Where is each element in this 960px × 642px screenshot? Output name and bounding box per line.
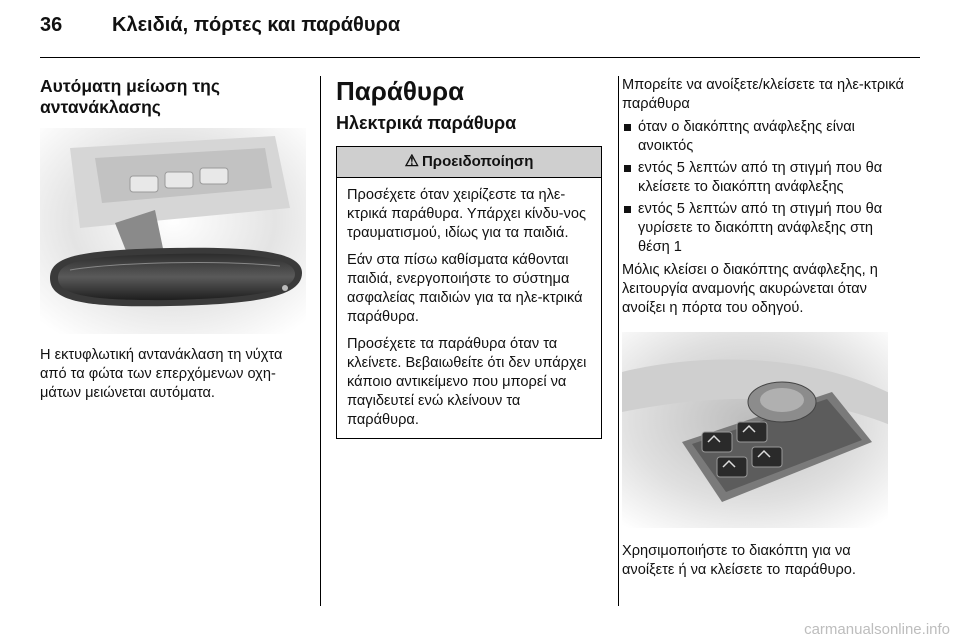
column-divider-1 [320,76,321,606]
header-rule [40,57,920,58]
column-mirror [40,76,308,407]
switch-caption: Χρησιμοποιήστε το διακόπτη για να ανοίξετε ή να κλείσετε το παράθυρο. [622,543,856,578]
column-divider-2 [618,76,619,606]
rear-view-mirror-photo [40,128,306,334]
warning-heading: Προειδοποίηση [421,153,534,170]
column-window-operation [622,76,906,584]
bullet-square-icon [624,165,631,172]
warning-body [337,178,601,438]
warning-paragraph-2: Εάν στα πίσω καθίσματα κάθονται παιδιά, ενεργοποιήστε το σύστημα ασφαλείας παιδιών για τα ηλε-κτρικά παράθυρα. [347,252,583,325]
subsection-title-power-windows: Ηλεκτρικά παράθυρα [336,113,517,133]
bullet-square-icon [624,206,631,213]
standby-description: Μόλις κλείσει ο διακόπτης ανάφλεξης, η λειτουργία αναμονής ακυρώνεται όταν ανοίξει η πόρτα του οδηγού. [622,262,878,316]
condition-list [622,118,906,257]
page-number: 36 [40,14,63,36]
section-heading-mirror: Αυτόματη μείωση της αντανάκλασης [40,76,220,117]
warning-paragraph-3: Προσέχετε τα παράθυρα όταν τα κλείνετε. Βεβαιωθείτε ότι δεν υπάρχει κάποιο αντικείμενο που μπορεί να παγιδευτεί ενώ κλείνουν τα παράθυρα. [347,336,587,428]
warning-paragraph-1: Προσέχετε όταν χειρίζεστε τα ηλε-κτρικά παράθυρα. Υπάρχει κίνδυ-νος τραυματισμού, ιδίως για τα παιδιά. [347,187,586,241]
bullet-square-icon [624,124,631,131]
page-header [40,14,400,37]
list-item: εντός 5 λεπτών από τη στιγμή που θα κλείσετε το διακόπτη ανάφλεξης [622,159,906,197]
list-item: εντός 5 λεπτών από τη στιγμή που θα γυρίσετε το διακόπτη ανάφλεξης στη θέση 1 [622,200,906,257]
column-windows [336,76,602,439]
mirror-description: Η εκτυφλωτική αντανάκλαση τη νύχτα από τα φώτα των επερχόμενων οχη-μάτων μειώνεται αυτόματα. [40,347,283,401]
warning-triangle-icon: ⚠ [404,153,419,170]
window-switch-photo [622,332,888,528]
warning-header [337,147,601,178]
warning-box [336,146,602,439]
list-item: όταν ο διακόπτης ανάφλεξης είναι ανοικτός [622,118,906,156]
watermark: carmanualsonline.info [804,621,950,638]
chapter-title: Κλειδιά, πόρτες και παράθυρα [112,14,401,36]
section-title-windows: Παράθυρα [336,76,465,106]
operation-intro: Μπορείτε να ανοίξετε/κλείσετε τα ηλε-κτρικά παράθυρα [622,77,904,112]
